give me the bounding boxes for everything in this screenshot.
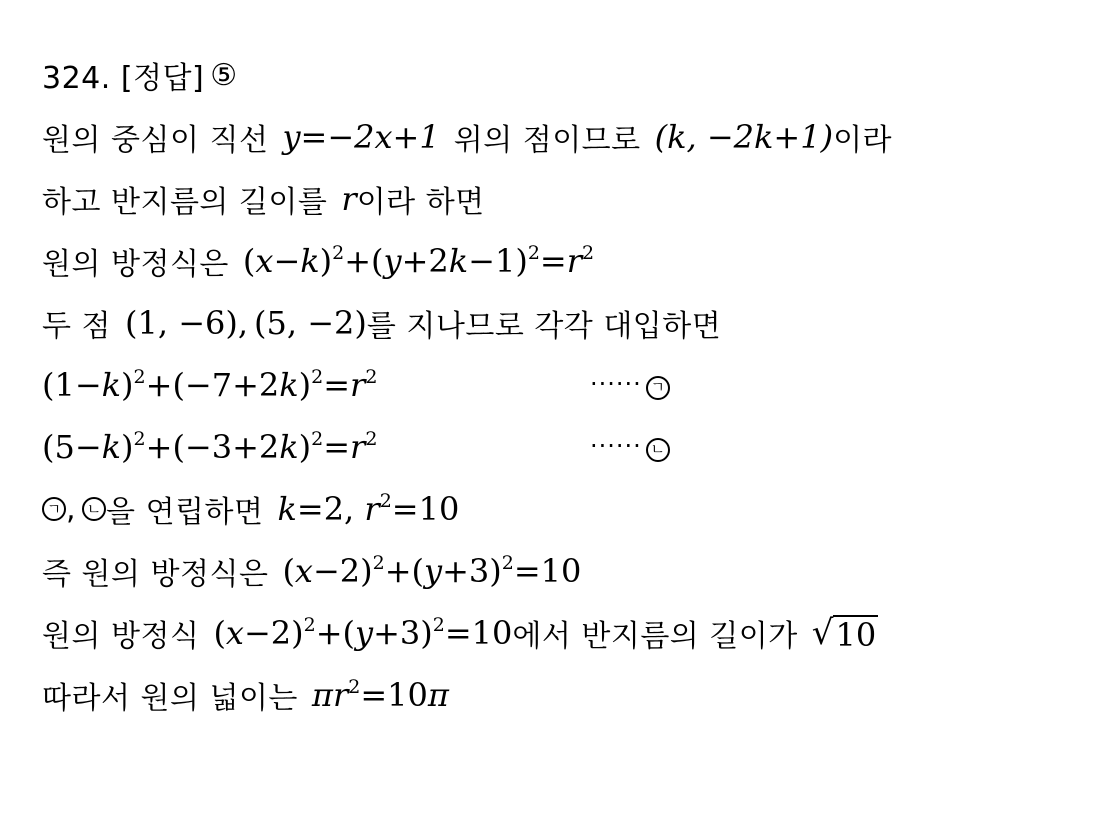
comma: , (66, 491, 77, 527)
text: 원의 방정식은 (42, 247, 229, 282)
equation-2: $(5-k)^2+(-3+2k)^2=r^2$ (42, 428, 378, 466)
radius-value (812, 613, 878, 653)
equation-marker-2: ㄴ (646, 438, 670, 462)
center-point: (k, −2k+1) (654, 118, 834, 156)
equation-1-row (42, 354, 1072, 416)
solution-values: k=2, $r^2=10$ (277, 490, 460, 528)
area-result: $\pi r^2=10\pi$ (311, 676, 449, 714)
solution-line-1 (42, 106, 1072, 168)
solution-line-9 (42, 602, 1072, 664)
solution-line-2 (42, 168, 1072, 230)
answer-marker: ⑤ (210, 57, 238, 93)
solution-line-4 (42, 292, 1072, 354)
circle-equation-general: $(x-k)^2+(y+2k-1)^2=r^2$ (242, 242, 595, 280)
solution-line-7 (42, 478, 1072, 540)
ref-marker-1: ㄱ (42, 497, 66, 521)
text: 원의 방정식 (42, 619, 200, 654)
equation-1: $(1-k)^2+(-7+2k)^2=r^2$ (42, 366, 378, 404)
sqrt-radicand: 10 (835, 616, 877, 654)
point-1: (1, −6), (125, 304, 249, 342)
text: 에서 반지름의 길이가 (512, 619, 798, 654)
equation-2-row (42, 416, 1072, 478)
leader-dots: ······ (590, 370, 642, 399)
text: 하고 반지름의 길이를 (42, 185, 328, 220)
text: 을 연립하면 (106, 495, 264, 530)
text: 두 점 (42, 309, 111, 344)
leader-dots: ······ (590, 432, 642, 461)
point-2: (5, −2) (254, 304, 367, 342)
problem-header (42, 44, 1072, 106)
solution-document (42, 44, 1072, 726)
solution-line-8 (42, 540, 1072, 602)
solution-line-10 (42, 664, 1072, 726)
equation-marker-1: ㄱ (646, 376, 670, 400)
circle-equation-final: $(x-2)^2+(y+3)^2=10$ (213, 614, 513, 652)
text: 위의 점이므로 (453, 123, 641, 158)
problem-number: 324. [정답] (42, 61, 205, 96)
text: 따라서 원의 넓이는 (42, 681, 298, 716)
line-equation: y=−2x+1 (282, 118, 440, 156)
text: 즉 원의 방정식은 (42, 557, 269, 592)
sqrt-sign: √ (811, 613, 834, 653)
radius-var: r (341, 180, 357, 218)
text: 이라 (833, 123, 893, 158)
text: 를 지나므로 각각 대입하면 (366, 309, 722, 344)
text: 원의 중심이 직선 (42, 123, 269, 158)
text: 이라 하면 (356, 185, 485, 220)
ref-marker-2: ㄴ (82, 497, 106, 521)
circle-equation-final: $(x-2)^2+(y+3)^2=10$ (282, 552, 582, 590)
solution-line-3 (42, 230, 1072, 292)
